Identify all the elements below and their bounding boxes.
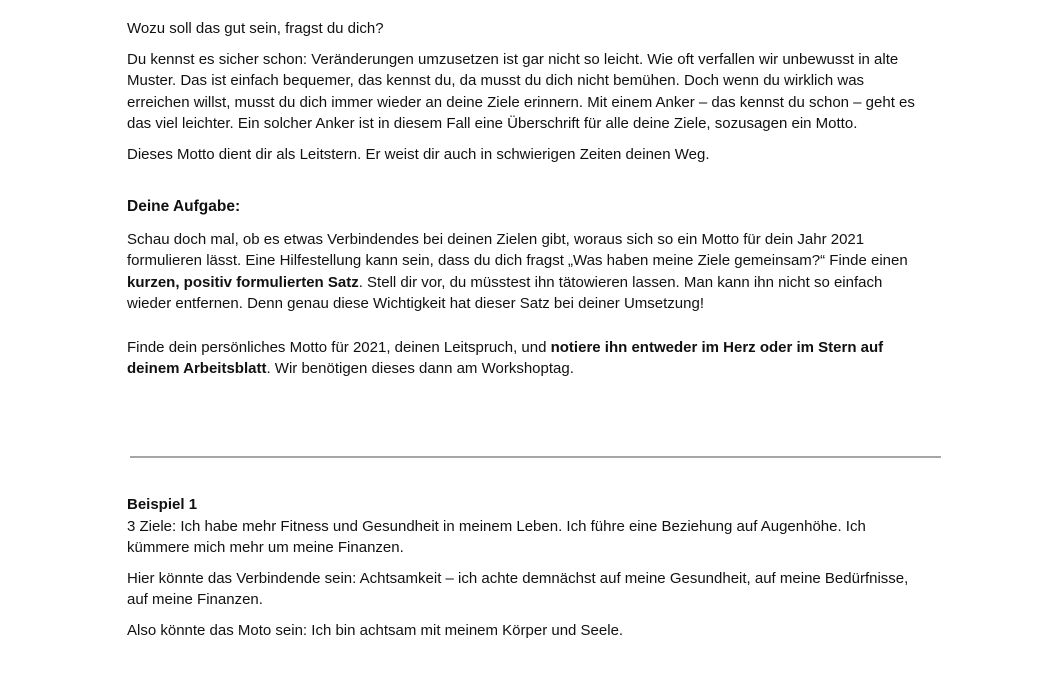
horizontal-divider (130, 456, 941, 458)
example-goals: 3 Ziele: Ich habe mehr Fitness und Gesundheit in meinem Leben. Ich führe eine Beziehung auf Augenhöhe. Ich kümmere mich mehr um meine Finanzen. (127, 517, 866, 556)
task-text-2: . Stell dir vor, du müsstest ihn tätowieren lassen. Man kann ihn nicht so einfach wieder entfernen. Denn genau diese Wichtigkeit hat dieser Satz bei deiner Umsetzung! (127, 273, 883, 312)
intro-paragraph-guiding-star: Dieses Motto dient dir als Leitstern. Er weist dir auch in schwierigen Zeiten deinen Weg. (127, 145, 710, 163)
task-heading: Deine Aufgabe: (127, 198, 241, 215)
document-body (127, 18, 927, 380)
task-emphasis-short-sentence: kurzen, positiv formulierten Satz (127, 273, 359, 291)
example-motto: Also könnte das Moto sein: Ich bin achtsam mit meinem Körper und Seele. (127, 621, 624, 639)
example-section (127, 494, 927, 641)
example-title: Beispiel 1 (127, 496, 198, 513)
intro-question: Wozu soll das gut sein, fragst du dich? (127, 20, 384, 37)
task-paragraph-instructions (127, 229, 927, 315)
intro-paragraph-anchor: Du kennst es sicher schon: Veränderungen umzusetzen ist gar nicht so leicht. Wie oft verfallen wir unbewusst in alte Muster. Das ist einfach bequemer, das kennst du, da musst du dich nicht bemühen. Doch wenn du wirklich was erreichen willst, musst du dich immer wieder an deine Ziele erinnern. Mit einem Anker – das kennst du schon – geht es das viel leichter. Ein solcher Anker ist in diesem Fall eine Überschrift für alle deine Ziele, sozusagen ein Motto. (127, 50, 915, 132)
example-connecting: Hier könnte das Verbindende sein: Achtsamkeit – ich achte demnächst auf meine Gesundheit, auf meine Bedürfnisse, auf meine Finanzen. (127, 569, 909, 608)
task-text-1: Schau doch mal, ob es etwas Verbindendes bei deinen Zielen gibt, woraus sich so ein Motto für dein Jahr 2021 formulieren lässt. Eine Hilfestellung kann sein, dass du dich fragst „Was haben meine Ziele gemeinsam?“ Finde einen (127, 230, 908, 269)
motto-text-1: Finde dein persönliches Motto für 2021, deinen Leitspruch, und (127, 338, 551, 356)
motto-emphasis-worksheet: notiere ihn entweder im Herz oder im Stern auf deinem Arbeitsblatt (127, 338, 884, 377)
task-paragraph-motto (127, 337, 927, 380)
motto-text-2: . Wir benötigen dieses dann am Workshoptag. (266, 360, 574, 377)
